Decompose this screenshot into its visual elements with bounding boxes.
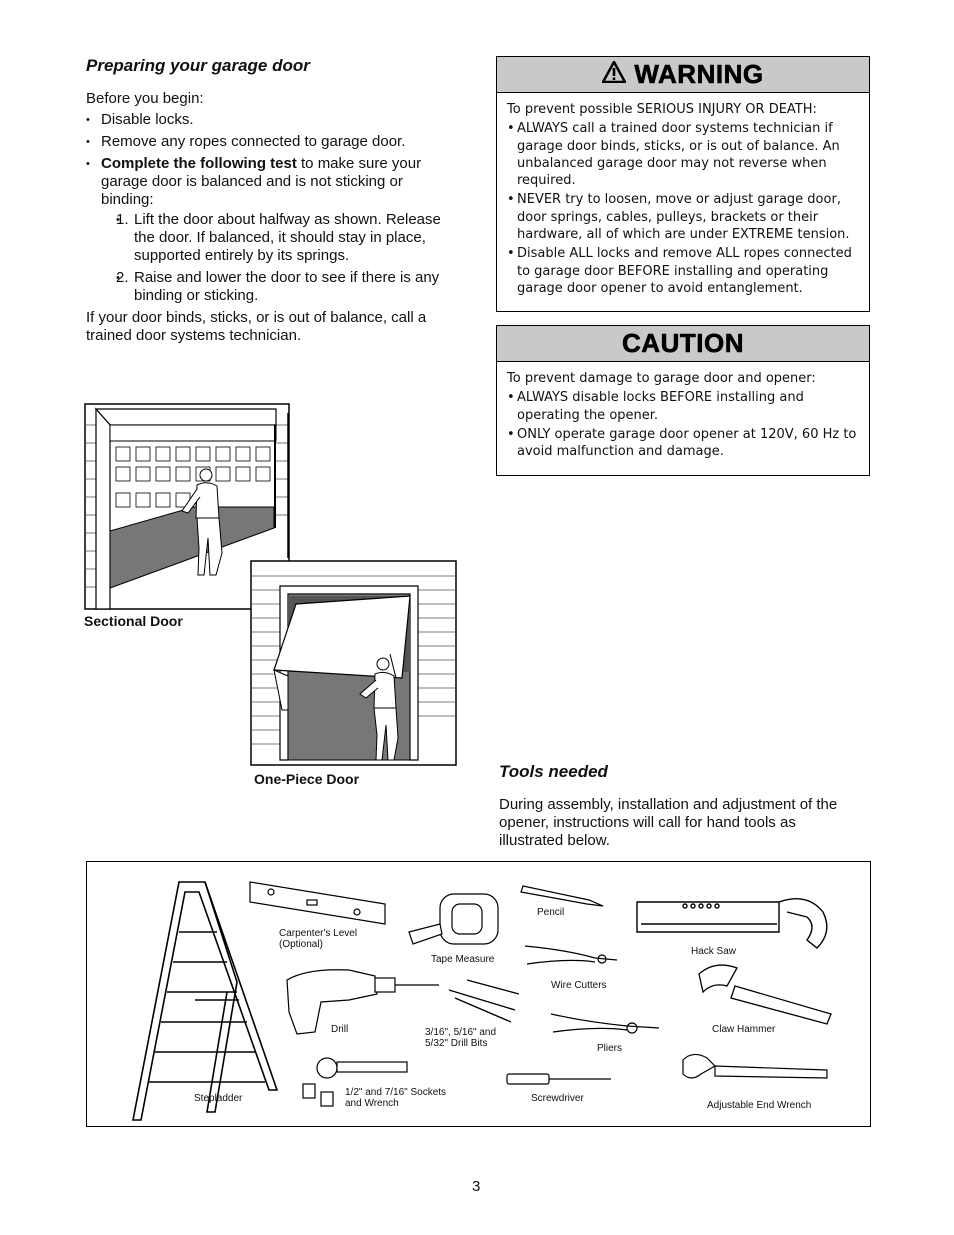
warning-header	[497, 57, 869, 93]
label-bits: 3/16", 5/16" and 5/32" Drill Bits	[425, 1027, 497, 1049]
label-screwdriver: Screwdriver	[531, 1093, 584, 1104]
caution-header	[497, 326, 869, 362]
caution-item: • ONLY operate garage door opener at 120V, 60 Hz to avoid malfunction and damage.	[507, 426, 859, 461]
prep-closing: If your door binds, sticks, or is out of balance, call a trained door systems technician.	[86, 309, 427, 344]
warning-intro: To prevent possible SERIOUS INJURY OR DEATH:	[507, 102, 817, 117]
wire-cutters-icon	[525, 946, 617, 964]
screwdriver-icon	[507, 1074, 611, 1084]
pliers-icon	[551, 1014, 659, 1033]
sectional-door-caption: Sectional Door	[84, 613, 183, 629]
warning-item: • NEVER try to loosen, move or adjust garage door, door springs, cables, pulleys, brackets or their hardware, all of which are under EXTREME tension.	[507, 191, 859, 243]
label-stepladder: Stepladder	[194, 1093, 243, 1104]
caution-item: • ALWAYS disable locks BEFORE installing and operating the opener.	[507, 389, 859, 424]
onepiece-door-caption: One-Piece Door	[254, 771, 360, 787]
onepiece-door-illustration	[250, 560, 458, 767]
step-2-text: Raise and lower the door to see if there is any binding or sticking.	[134, 269, 440, 304]
hacksaw-icon	[637, 899, 827, 948]
page-number: 3	[472, 1178, 481, 1195]
prep-title: Preparing your garage door	[86, 56, 310, 75]
warning-item: • ALWAYS call a trained door systems technician if garage door binds, sticks, or is out of balance. An unbalanced garage door may not reverse when required.	[507, 120, 859, 189]
warning-triangle-icon	[602, 59, 626, 90]
prep-step-2	[116, 269, 448, 305]
adjustable-wrench-icon	[683, 1054, 827, 1078]
level-icon	[250, 882, 385, 924]
pencil-icon	[521, 886, 603, 906]
warning-box	[496, 56, 870, 312]
caution-box	[496, 325, 870, 476]
step-1-text: Lift the door about halfway as shown. Release the door. If balanced, it should stay in place, supported entirely by its springs.	[134, 211, 441, 264]
label-hammer: Claw Hammer	[712, 1024, 776, 1035]
warning-item: • Disable ALL locks and remove ALL ropes connected to garage door BEFORE installing and operating garage door opener to avoid entanglement.	[507, 245, 859, 297]
label-pencil: Pencil	[537, 907, 565, 918]
label-sockets: 1/2" and 7/16" Sockets and Wrench	[345, 1087, 447, 1109]
label-drill: Drill	[331, 1024, 349, 1035]
prep-test-rest: to make sure your garage door is balanced and is not sticking or binding:	[101, 155, 422, 208]
tools-text: During assembly, installation and adjustment of the opener, instructions will call for hand tools as illustrated below.	[499, 796, 838, 849]
tools-panel	[86, 861, 871, 1127]
warning-title: WARNING	[634, 59, 764, 89]
label-pliers: Pliers	[597, 1043, 623, 1054]
tools-illustration	[87, 862, 870, 1126]
tape-measure-icon	[409, 894, 498, 944]
prep-bullet-ropes: • Remove any ropes connected to garage door.	[86, 133, 448, 151]
prep-step-1	[116, 211, 448, 265]
step-1-number: • 1.	[116, 211, 129, 228]
label-wrench: Adjustable End Wrench	[707, 1100, 812, 1111]
drill-icon	[287, 970, 439, 1034]
caution-title: CAUTION	[622, 328, 744, 358]
prep-body	[86, 90, 448, 345]
prep-bullet-locks: • Disable locks.	[86, 111, 448, 129]
tools-title: Tools needed	[499, 762, 608, 781]
prep-intro: Before you begin:	[86, 90, 204, 107]
prep-bullet-test	[86, 155, 448, 305]
drill-bits-icon	[449, 980, 519, 1022]
label-tape: Tape Measure	[431, 954, 495, 965]
onepiece-door-figure	[250, 560, 458, 772]
caution-intro: To prevent damage to garage door and opener:	[507, 371, 816, 386]
step-2-number: • 2.	[116, 269, 129, 286]
stepladder-icon	[133, 882, 277, 1120]
label-wirecutters: Wire Cutters	[551, 980, 607, 991]
caution-content	[497, 362, 869, 460]
label-hacksaw: Hack Saw	[691, 946, 737, 957]
label-level: Carpenter's Level (Optional)	[279, 928, 358, 950]
claw-hammer-icon	[699, 965, 831, 1024]
prep-test-bold: Complete the following test	[101, 155, 297, 172]
warning-content	[497, 93, 869, 297]
